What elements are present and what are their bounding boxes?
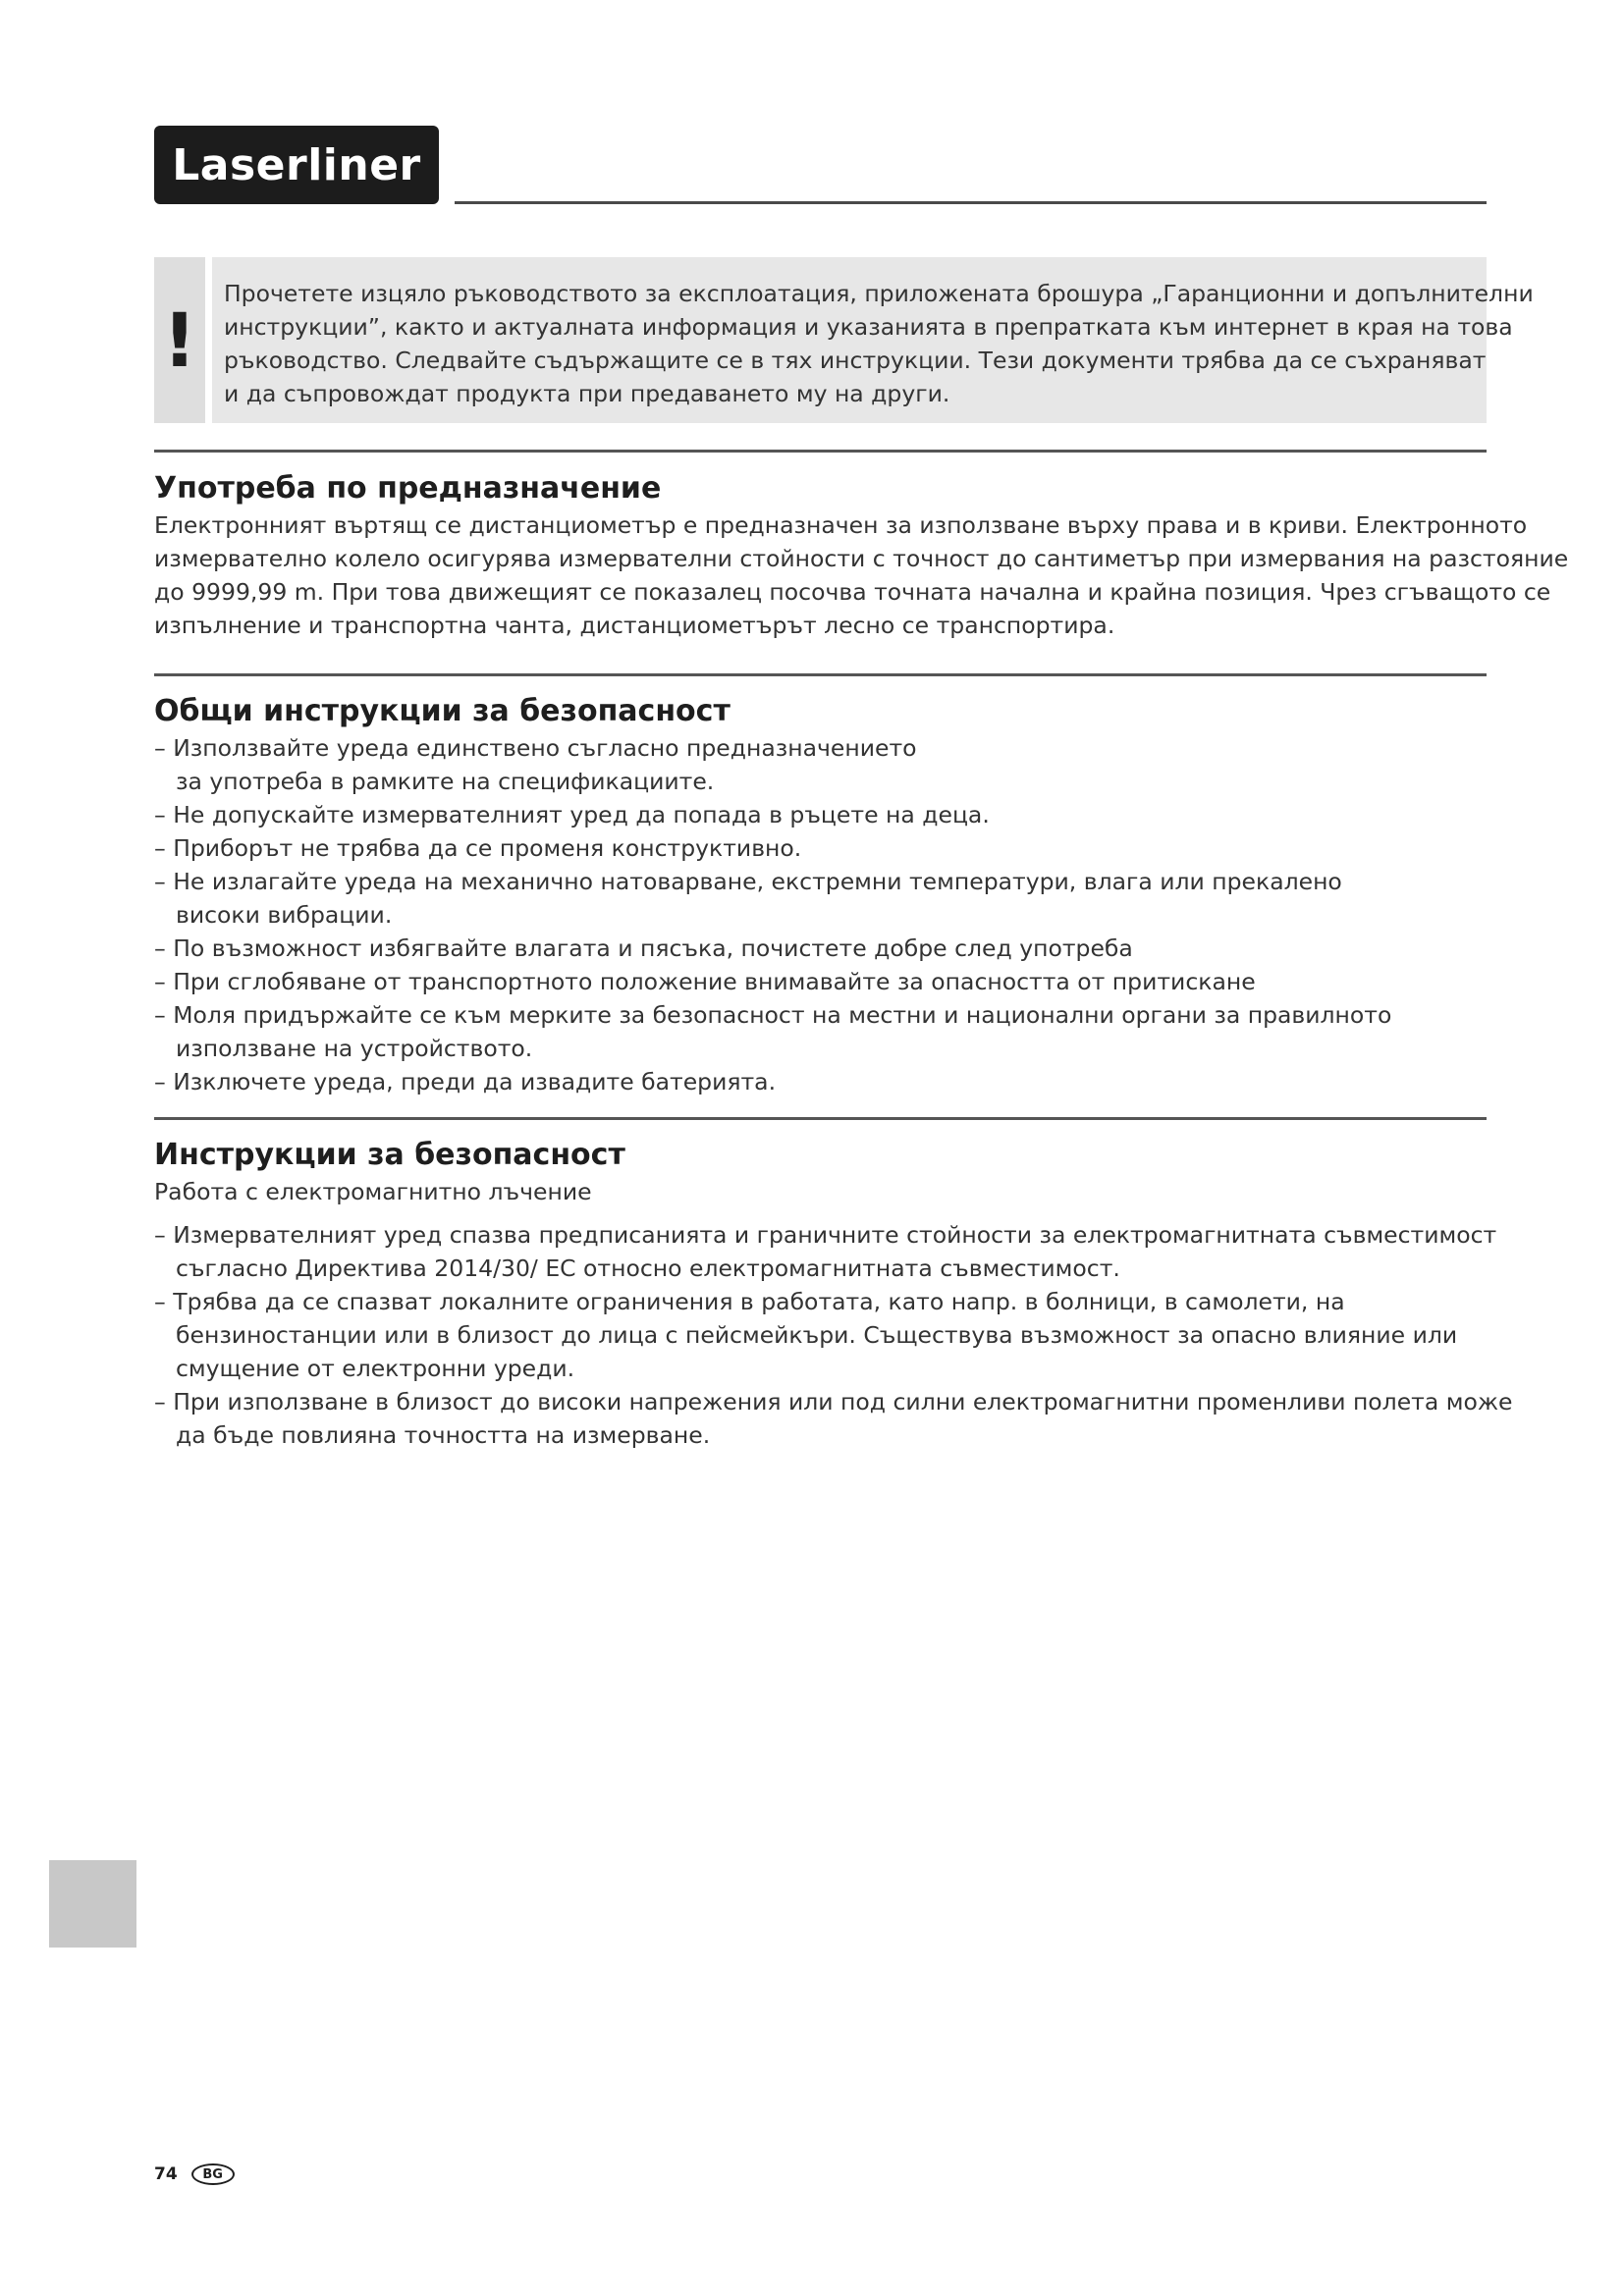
exclamation-icon: ! [162, 295, 197, 384]
text-line: за употреба в рамките на спецификациите. [176, 768, 715, 795]
intended-use-text [154, 508, 1569, 642]
page-number: 74 [154, 2164, 178, 2184]
general-safety-list [154, 731, 1489, 1098]
text-line: бензиностанции или в близост до лица с пейсмейкъри. Съществува възможност за опасно влияние или [176, 1321, 1458, 1349]
text-line: Електронният въртящ се дистанциометър е предназначен за използване върху права и в криви. Електронното [154, 511, 1528, 539]
list-item [154, 932, 1489, 965]
text-line: да бъде повлияна точността на измерване. [176, 1421, 711, 1449]
text-line: използване на устройството. [176, 1035, 533, 1062]
safety-title: Инструкции за безопасност [154, 1138, 625, 1172]
text-line: – Приборът не трябва да се променя конструктивно. [154, 834, 802, 862]
text-line: смущение от електронни уреди. [176, 1355, 575, 1382]
text-line: изпълнение и транспортна чанта, дистанциометърът лесно се транспортира. [154, 612, 1115, 639]
text-line: – Използвайте уреда единствено съгласно предназначението [154, 734, 917, 762]
general-safety-title: Общи инструкции за безопасност [154, 694, 731, 728]
notice-box [212, 257, 1534, 423]
list-item [154, 1385, 1513, 1452]
intended-use-title: Употреба по предназначение [154, 471, 662, 506]
text-line: високи вибрации. [176, 901, 393, 929]
safety-section [154, 1136, 1513, 1452]
text-line: – Не допускайте измервателният уред да попада в ръцете на деца. [154, 801, 990, 828]
text-line: – Моля придържайте се към мерките за безопасност на местни и национални органи за правилното [154, 1001, 1392, 1029]
notice-line: ръководство. Следвайте съдържащите се в тях инструкции. Тези документи трябва да се съхраняват [224, 347, 1487, 374]
list-item [154, 865, 1489, 932]
page-footer [154, 2163, 235, 2185]
notice-line: инструкции”, както и актуалната информация и указанията в препратката към интернет в края на това [224, 313, 1513, 341]
safety-subtitle: Работа с електромагнитно лъчение [154, 1178, 592, 1205]
text-line: – Изключете уреда, преди да извадите батерията. [154, 1068, 777, 1095]
text-line: съгласно Директива 2014/30/ EC относно електромагнитната съвместимост. [176, 1255, 1120, 1282]
language-badge: BG [191, 2163, 235, 2185]
section-divider [154, 673, 1487, 676]
list-item [154, 1285, 1489, 1385]
section-divider [154, 1117, 1487, 1120]
text-line: измервателно колело осигурява измервателни стойности с точност до сантиметър при измервания на разстояние [154, 545, 1569, 572]
text-line: – По възможност избягвайте влагата и пясъка, почистете добре след употреба [154, 934, 1133, 962]
list-item [154, 998, 1489, 1065]
list-item [154, 798, 1489, 831]
list-item [154, 965, 1489, 998]
general-safety-section [154, 692, 1489, 1098]
text-line: – Трябва да се спазват локалните ограничения в работата, като напр. в болници, в самолети, на [154, 1288, 1345, 1315]
intended-use-section [154, 469, 1569, 642]
list-item [154, 1065, 1489, 1098]
notice-icon-box [154, 257, 205, 423]
notice-line: Прочетете изцяло ръководството за експлоатация, приложената брошура „Гаранционни и допълнителни [224, 280, 1534, 307]
text-line: – При използване в близост до високи напрежения или под силни електромагнитни променливи полета може [154, 1388, 1513, 1415]
side-tab-marker [49, 1860, 136, 1948]
list-item [154, 1218, 1497, 1285]
notice-line: и да съпровождат продукта при предаването му на други. [224, 380, 950, 407]
text-line: – Измервателният уред спазва предписанията и граничните стойности за електромагнитната съвместимост [154, 1221, 1497, 1249]
text-line: до 9999,99 m. При това движещият се показалец посочва точната начална и крайна позиция. Чрез сгъващото се [154, 578, 1551, 606]
list-item [154, 731, 1489, 798]
text-line: – При сглобяване от транспортното положение внимавайте за опасността от притискане [154, 968, 1256, 995]
text-line: – Не излагайте уреда на механично натоварване, екстремни температури, влага или прекалено [154, 868, 1342, 895]
list-item [154, 831, 1489, 865]
header-rule [455, 201, 1487, 204]
safety-list [154, 1218, 1513, 1452]
laserliner-logo: Laserliner [154, 126, 439, 204]
section-divider [154, 450, 1487, 453]
